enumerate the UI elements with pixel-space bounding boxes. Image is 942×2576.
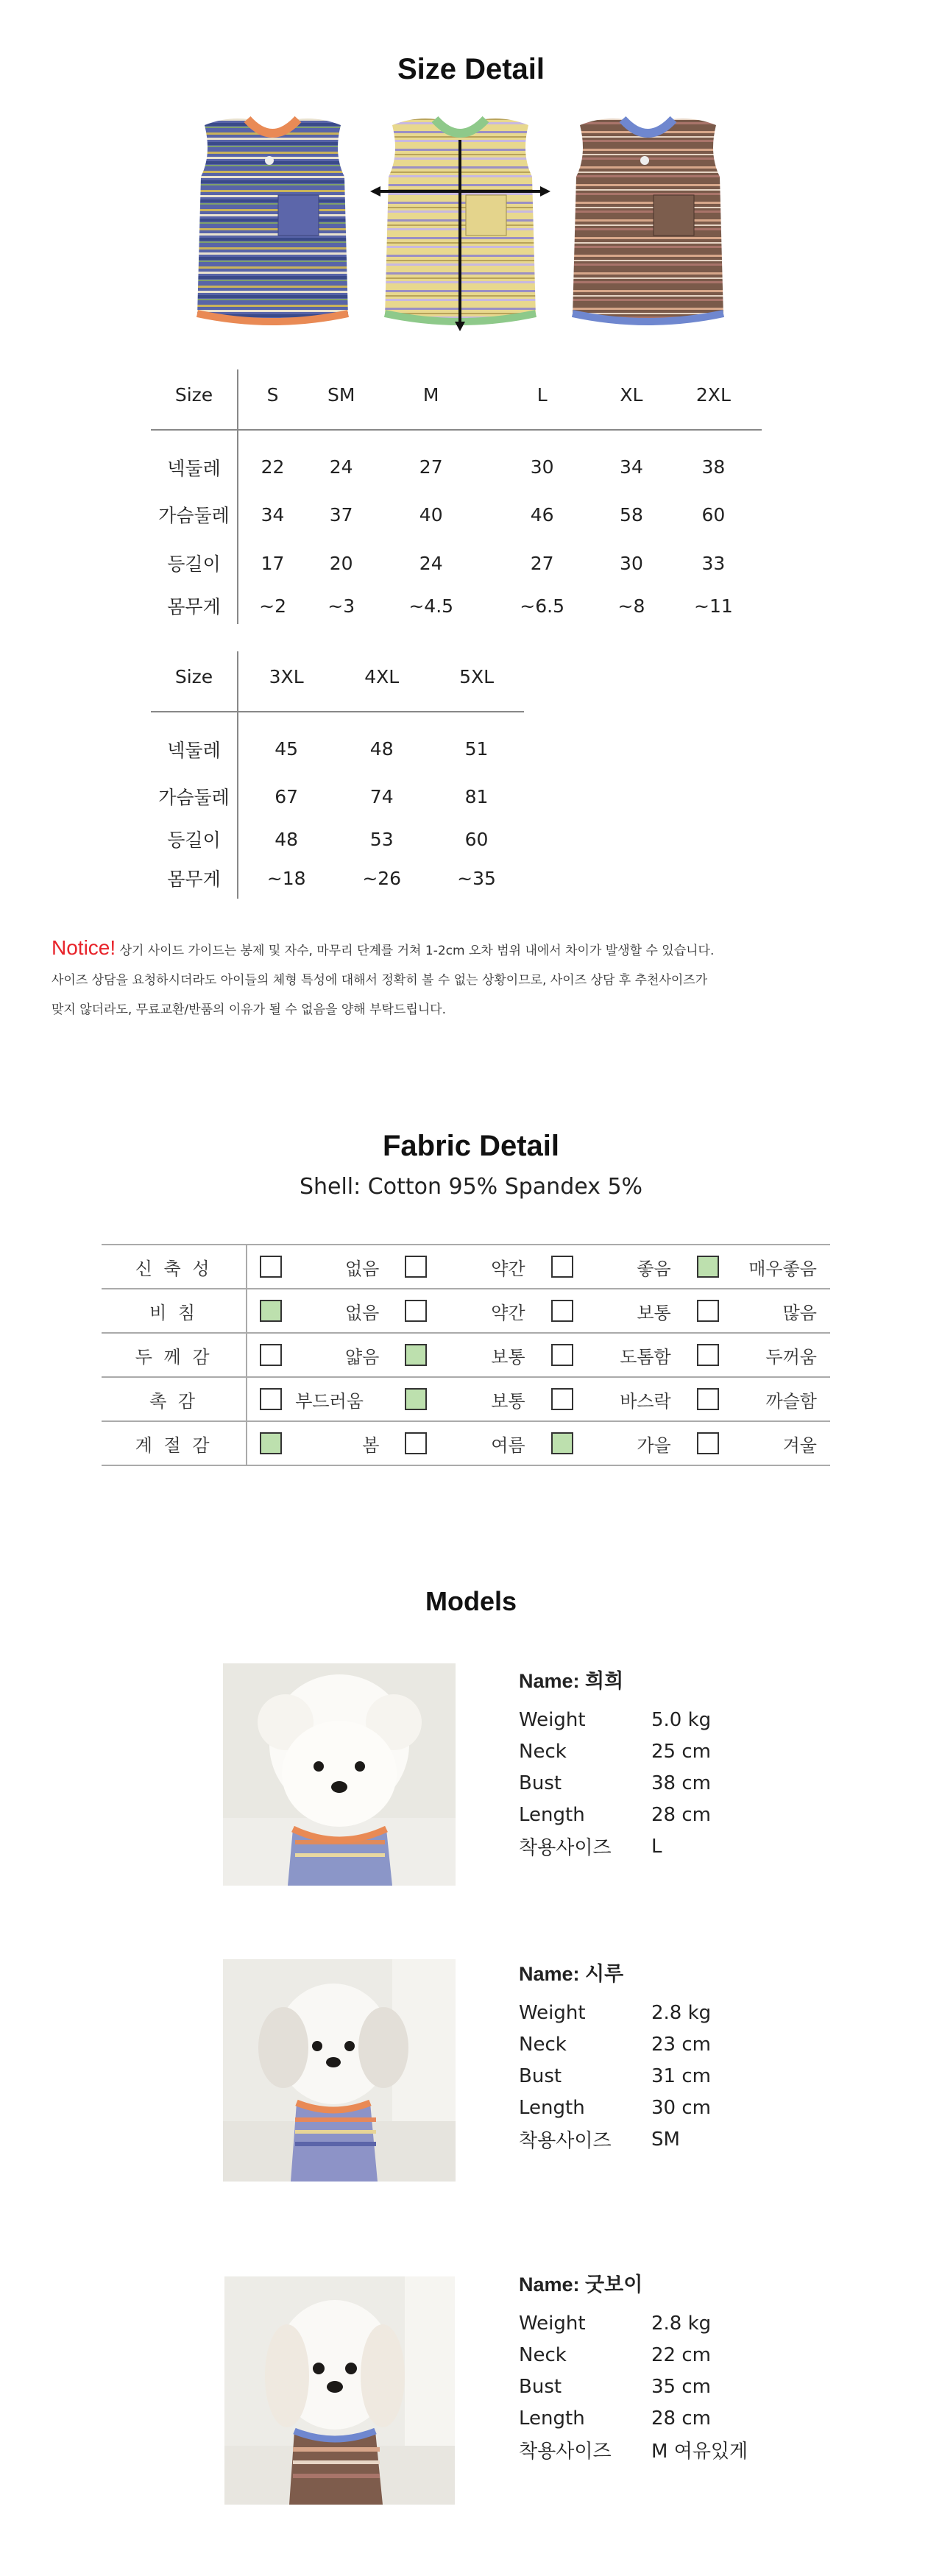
size-col: SM <box>307 369 375 430</box>
model-field-key: Length <box>519 2407 585 2430</box>
fabric-option: 보통 <box>586 1289 684 1333</box>
model-field-row <box>519 2434 748 2466</box>
row-label: 몸무게 <box>151 857 238 899</box>
fabric-option: 바스락 <box>586 1377 684 1421</box>
model-field-row <box>519 1799 711 1830</box>
cell: ~18 <box>266 867 306 889</box>
fabric-detail-title: Fabric Detail <box>382 1130 560 1162</box>
cell: 38 <box>701 456 726 478</box>
notice <box>52 933 920 1025</box>
fabric-shell: Shell: Cotton 95% Spandex 5% <box>299 1174 643 1200</box>
row-label: 넥둘레 <box>151 712 238 772</box>
model-field-key: Bust <box>519 1772 562 1794</box>
model-field-row <box>519 1830 711 1862</box>
fabric-row-label: 촉 감 <box>102 1377 247 1421</box>
model-field-value: 35 cm <box>651 2375 711 2398</box>
cell: 60 <box>701 503 726 526</box>
product-images <box>0 110 942 353</box>
cell: 27 <box>419 456 443 478</box>
notice-label: Notice! <box>52 936 116 959</box>
shirt-image-yellow <box>370 110 550 339</box>
row-label: 몸무게 <box>151 587 238 624</box>
model-field-value: 38 cm <box>651 1772 711 1794</box>
fabric-option: 좋음 <box>586 1245 684 1289</box>
cell: 46 <box>530 503 554 526</box>
row-label: 등길이 <box>151 821 238 857</box>
model-field-value: 30 cm <box>651 2096 711 2119</box>
fabric-checkbox <box>551 1432 573 1454</box>
fabric-option: 없음 <box>294 1289 392 1333</box>
size-header-label: Size <box>151 651 238 712</box>
cell: ~6.5 <box>520 595 565 617</box>
cell: 81 <box>464 785 489 807</box>
cell: 33 <box>701 552 726 574</box>
cell: 17 <box>261 552 285 574</box>
cell: ~11 <box>694 595 733 617</box>
fabric-checkbox <box>405 1432 427 1454</box>
model-photo-1 <box>223 1663 456 1886</box>
size-header-label: Size <box>151 369 238 430</box>
fabric-option: 부드러움 <box>294 1377 392 1421</box>
fabric-checkbox <box>405 1300 427 1322</box>
fabric-checkbox <box>551 1256 573 1278</box>
model-field-row <box>519 2339 748 2371</box>
cell: 58 <box>620 503 643 526</box>
fabric-row <box>102 1377 830 1421</box>
model-field-key: Length <box>519 1803 585 1826</box>
model-field-key: 착용사이즈 <box>519 2441 612 2463</box>
model-photo-2 <box>223 1959 456 2182</box>
model-field-key: 착용사이즈 <box>519 2130 612 2152</box>
size-col: 4XL <box>334 651 429 712</box>
model-name: Name: 굿보이 <box>519 2274 643 2296</box>
row-label: 등길이 <box>151 539 238 587</box>
fabric-checkbox <box>697 1432 719 1454</box>
size-col: M <box>375 369 486 430</box>
model-field-row <box>519 2092 711 2123</box>
cell: 24 <box>419 552 443 574</box>
cell: ~35 <box>457 867 496 889</box>
fabric-checkbox <box>260 1256 282 1278</box>
fabric-checkbox <box>697 1300 719 1322</box>
fabric-checkbox <box>260 1300 282 1322</box>
model-field-key: Bust <box>519 2064 562 2087</box>
fabric-checkbox <box>260 1344 282 1366</box>
fabric-row <box>102 1245 830 1289</box>
cell: 22 <box>261 456 285 478</box>
fabric-row-label: 계 절 감 <box>102 1421 247 1465</box>
fabric-row-label: 신 축 성 <box>102 1245 247 1289</box>
model-field-value: 5.0 kg <box>651 1708 712 1731</box>
fabric-checkbox <box>405 1344 427 1366</box>
cell: 51 <box>464 738 489 760</box>
cell: ~3 <box>327 595 355 617</box>
shirt-image-blue <box>183 110 363 339</box>
row-label: 넥둘레 <box>151 430 238 490</box>
cell: 37 <box>329 503 353 526</box>
model-field-value: 28 cm <box>651 1803 711 1826</box>
cell: 30 <box>620 552 643 574</box>
cell: 20 <box>329 552 353 574</box>
fabric-row <box>102 1289 830 1333</box>
model-field-value: 2.8 kg <box>651 2312 712 2335</box>
model-name: Name: 희희 <box>519 1670 624 1692</box>
model-field-key: Weight <box>519 1708 586 1731</box>
cell: ~26 <box>362 867 402 889</box>
cell: ~2 <box>259 595 286 617</box>
model-name: Name: 시루 <box>519 1963 624 1985</box>
fabric-option: 도톰함 <box>586 1333 684 1377</box>
model-field-key: Neck <box>519 1740 567 1763</box>
model-field-key: Neck <box>519 2343 567 2366</box>
fabric-option: 약간 <box>439 1289 538 1333</box>
fabric-option: 보통 <box>439 1333 538 1377</box>
cell: 60 <box>464 828 489 850</box>
cell: 48 <box>369 738 394 760</box>
model-field-row <box>519 1735 711 1767</box>
notice-line-3: 맞지 않더라도, 무료교환/반품의 이유가 될 수 없음을 양해 부탁드립니다. <box>52 1002 447 1017</box>
fabric-option: 여름 <box>439 1421 538 1465</box>
model-field-key: Neck <box>519 2033 567 2056</box>
cell: 34 <box>620 456 643 478</box>
cell: 40 <box>419 503 443 526</box>
size-col: 5XL <box>429 651 524 712</box>
cell: 34 <box>261 503 285 526</box>
cell: 48 <box>275 828 299 850</box>
fabric-checkbox <box>551 1388 573 1410</box>
fabric-row <box>102 1421 830 1465</box>
fabric-row <box>102 1333 830 1377</box>
model-field-value: 23 cm <box>651 2033 711 2056</box>
cell: 27 <box>530 552 554 574</box>
model-field-value: 28 cm <box>651 2407 711 2430</box>
fabric-option: 없음 <box>294 1245 392 1289</box>
model-field-row <box>519 1704 711 1735</box>
fabric-checkbox <box>697 1256 719 1278</box>
fabric-checkbox <box>260 1432 282 1454</box>
models-title: Models <box>425 1586 517 1616</box>
model-field-key: Weight <box>519 2312 586 2335</box>
cell: 24 <box>329 456 353 478</box>
fabric-option: 까슬함 <box>732 1377 830 1421</box>
fabric-option: 가을 <box>586 1421 684 1465</box>
fabric-checkbox <box>260 1388 282 1410</box>
model-field-key: 착용사이즈 <box>519 1837 612 1859</box>
fabric-option: 많음 <box>732 1289 830 1333</box>
model-field-value: M 여유있게 <box>651 2441 748 2463</box>
fabric-table <box>102 1244 830 1466</box>
model-info-2 <box>519 1958 711 2155</box>
model-info-3 <box>519 2268 748 2466</box>
model-field-row <box>519 2123 711 2155</box>
cell: 30 <box>530 456 554 478</box>
fabric-checkbox <box>405 1256 427 1278</box>
model-field-key: Bust <box>519 2375 562 2398</box>
model-field-value: 25 cm <box>651 1740 711 1763</box>
model-field-value: L <box>651 1835 662 1858</box>
size-col: L <box>486 369 598 430</box>
model-field-row <box>519 1767 711 1799</box>
fabric-checkbox <box>551 1344 573 1366</box>
cell: 53 <box>369 828 394 850</box>
fabric-row-label: 비 침 <box>102 1289 247 1333</box>
fabric-option: 봄 <box>294 1421 392 1465</box>
cell: ~8 <box>617 595 645 617</box>
row-label: 가슴둘레 <box>151 490 238 539</box>
model-field-row <box>519 2371 748 2402</box>
fabric-checkbox <box>551 1300 573 1322</box>
fabric-checkbox <box>405 1388 427 1410</box>
size-col: S <box>238 369 307 430</box>
shirt-image-brown <box>558 110 738 339</box>
size-table-2 <box>151 651 524 899</box>
notice-line-2: 사이즈 상담을 요청하시더라도 아이들의 체형 특성에 대해서 정확히 볼 수 없는 상황이므로, 사이즈 상담 후 추천사이즈가 <box>52 973 708 988</box>
model-field-row <box>519 1997 711 2028</box>
model-field-value: 22 cm <box>651 2343 711 2366</box>
model-field-row <box>519 2402 748 2434</box>
size-col: 3XL <box>238 651 334 712</box>
fabric-row-label: 두 께 감 <box>102 1333 247 1377</box>
model-field-key: Length <box>519 2096 585 2119</box>
model-info-1 <box>519 1665 711 1862</box>
fabric-option: 두꺼움 <box>732 1333 830 1377</box>
model-field-key: Weight <box>519 2001 586 2024</box>
model-field-value: SM <box>651 2128 680 2151</box>
fabric-checkbox <box>697 1344 719 1366</box>
fabric-option: 매우좋음 <box>732 1245 830 1289</box>
fabric-checkbox <box>697 1388 719 1410</box>
size-table-1 <box>151 369 762 624</box>
model-field-row <box>519 2060 711 2092</box>
cell: 45 <box>275 738 299 760</box>
fabric-option: 약간 <box>439 1245 538 1289</box>
fabric-option: 겨울 <box>732 1421 830 1465</box>
size-col: XL <box>598 369 665 430</box>
fabric-option: 보통 <box>439 1377 538 1421</box>
model-field-value: 2.8 kg <box>651 2001 712 2024</box>
cell: 74 <box>369 785 394 807</box>
cell: 67 <box>275 785 299 807</box>
model-field-row <box>519 2028 711 2060</box>
cell: ~4.5 <box>408 595 454 617</box>
model-field-row <box>519 2307 748 2339</box>
model-field-value: 31 cm <box>651 2064 711 2087</box>
size-col: 2XL <box>665 369 762 430</box>
fabric-option: 얇음 <box>294 1333 392 1377</box>
row-label: 가슴둘레 <box>151 772 238 821</box>
model-photo-3 <box>224 2276 455 2505</box>
notice-line-1: 상기 사이드 가이드는 봉제 및 자수, 마무리 단계를 거쳐 1-2cm 오차 범위 내에서 차이가 발생할 수 있습니다. <box>119 944 715 958</box>
size-detail-title: Size Detail <box>397 53 545 85</box>
